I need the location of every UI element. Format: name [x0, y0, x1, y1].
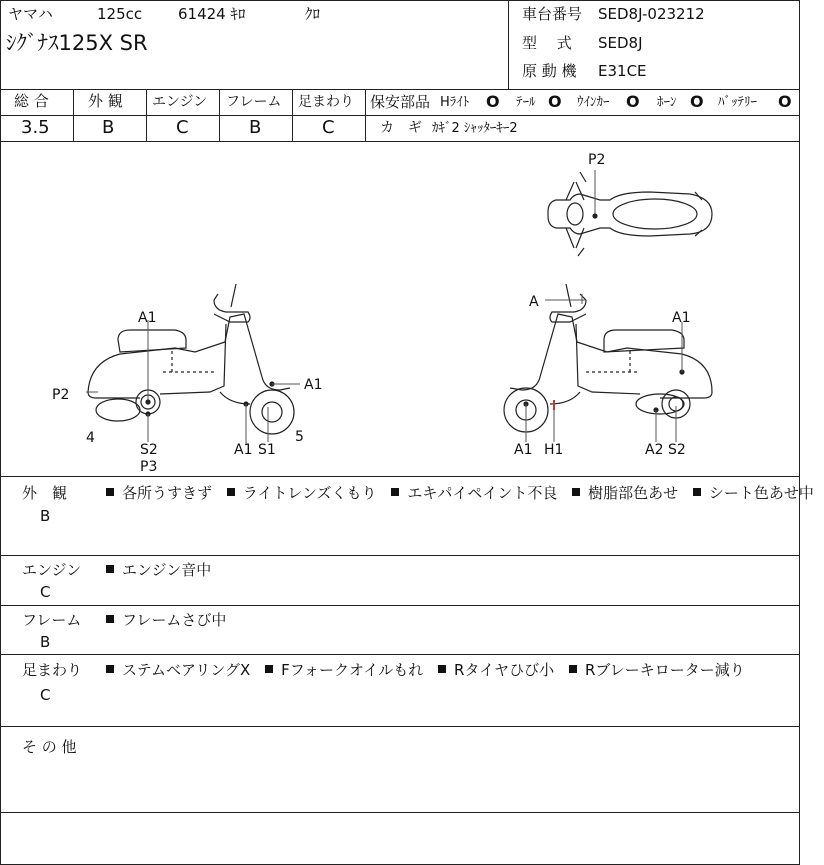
- scooter-diagram: [0, 142, 800, 476]
- part-horn-mark: O: [690, 92, 704, 111]
- note-suspension-label: 足まわり: [22, 661, 83, 679]
- bullet-icon: [265, 665, 273, 673]
- exterior-grade: B: [102, 117, 115, 138]
- part-headlight: Hﾗｲﾄ: [440, 95, 470, 110]
- bullet-icon: [227, 488, 235, 496]
- note-frame-grade: B: [40, 633, 51, 651]
- label-top-p2: P2: [588, 152, 606, 168]
- mileage: 61424 ｷﾛ: [178, 5, 246, 23]
- displacement: 125cc: [97, 5, 143, 23]
- parts-label: 保安部品: [370, 93, 431, 111]
- bullet-icon: [569, 665, 577, 673]
- note-frame-item: フレームさび中: [106, 611, 226, 629]
- label-left-4: 4: [86, 430, 95, 446]
- label-right-a1: A1: [672, 310, 691, 326]
- label-right-a: A: [529, 294, 539, 310]
- bullet-icon: [106, 615, 114, 623]
- scooter-left-view: [86, 284, 300, 444]
- note-engine-grade: C: [40, 583, 51, 601]
- suspension-grade: C: [322, 117, 335, 138]
- note-engine-item: エンジン音中: [106, 561, 211, 579]
- label-left-a1-right: A1: [304, 377, 323, 393]
- frame-no-label: 車台番号: [522, 5, 583, 23]
- label-right-a2: A2: [645, 442, 664, 458]
- part-tail-mark: O: [548, 92, 562, 111]
- note-frame-list: [106, 613, 236, 628]
- note-frame-label: フレーム: [22, 611, 82, 629]
- note-engine-list: [106, 563, 221, 578]
- label-left-a1-bottom: A1: [234, 442, 253, 458]
- note-exterior-label: 外 観: [22, 484, 68, 502]
- label-left-s1: S1: [258, 442, 276, 458]
- engine-grade-label: エンジン: [152, 94, 208, 110]
- part-battery: ﾊﾞｯﾃﾘｰ: [718, 95, 757, 110]
- note-suspension-item: Rタイヤひび小: [438, 661, 554, 679]
- frame-grade: B: [249, 117, 262, 138]
- scooter-top-view: [548, 170, 712, 256]
- engine-value: E31CE: [598, 62, 647, 80]
- frame-grade-label: フレーム: [226, 94, 282, 110]
- note-exterior-item: ライトレンズくもり: [227, 484, 377, 502]
- label-right-h1: H1: [544, 442, 564, 458]
- exterior-label: 外 観: [88, 92, 123, 110]
- bullet-icon: [438, 665, 446, 673]
- note-engine-label: エンジン: [22, 561, 82, 579]
- label-left-s2: S2: [140, 442, 158, 458]
- label-left-a1-top: A1: [138, 310, 157, 326]
- total-grade: 3.5: [21, 117, 50, 138]
- bullet-icon: [391, 488, 399, 496]
- bullet-icon: [106, 565, 114, 573]
- note-suspension-item: Rブレーキローター減り: [569, 661, 745, 679]
- suspension-grade-label: 足まわり: [298, 94, 354, 110]
- note-exterior-item: 樹脂部色あせ: [572, 484, 678, 502]
- note-exterior-grade: B: [40, 507, 51, 525]
- note-exterior-list: [106, 486, 824, 501]
- part-winker-mark: O: [626, 92, 640, 111]
- part-horn: ﾎｰﾝ: [657, 95, 677, 110]
- maker: ヤマハ: [8, 5, 53, 23]
- color: ｸﾛ: [305, 5, 321, 23]
- type-label: 型 式: [522, 34, 572, 52]
- label-left-p2: P2: [52, 387, 70, 403]
- label-left-5: 5: [295, 429, 304, 445]
- note-suspension-grade: C: [40, 686, 51, 704]
- type-value: SED8J: [598, 34, 643, 52]
- part-battery-mark: O: [778, 92, 792, 111]
- total-label: 総 合: [14, 92, 49, 110]
- part-tail: ﾃｰﾙ: [516, 95, 536, 110]
- note-suspension-item: Fフォークオイルもれ: [265, 661, 423, 679]
- part-headlight-mark: O: [486, 92, 500, 111]
- frame-no: SED8J-023212: [598, 5, 705, 23]
- key-value: ｶｷﾞ2 ｼｬｯﾀｰｷｰ2: [432, 121, 518, 136]
- note-exterior-item: エキパイペイント不良: [391, 484, 557, 502]
- label-right-s2: S2: [668, 442, 686, 458]
- bullet-icon: [693, 488, 701, 496]
- model-name: ｼｸﾞﾅｽ125X SR: [6, 31, 148, 55]
- note-suspension-item: ステムベアリングX: [106, 661, 250, 679]
- engine-grade: C: [176, 117, 189, 138]
- note-suspension-list: [106, 663, 755, 678]
- label-left-p3: P3: [140, 459, 158, 475]
- bullet-icon: [572, 488, 580, 496]
- bullet-icon: [106, 665, 114, 673]
- engine-label: 原 動 機: [522, 62, 577, 80]
- bullet-icon: [106, 488, 114, 496]
- note-other-label: そ の 他: [22, 738, 77, 756]
- note-exterior-item: シート色あせ中: [693, 484, 814, 502]
- key-label: カ ギ: [380, 120, 422, 136]
- label-right-a1-bottom: A1: [514, 442, 533, 458]
- part-winker: ｳｲﾝｶｰ: [577, 95, 610, 110]
- note-exterior-item: 各所うすきず: [106, 484, 212, 502]
